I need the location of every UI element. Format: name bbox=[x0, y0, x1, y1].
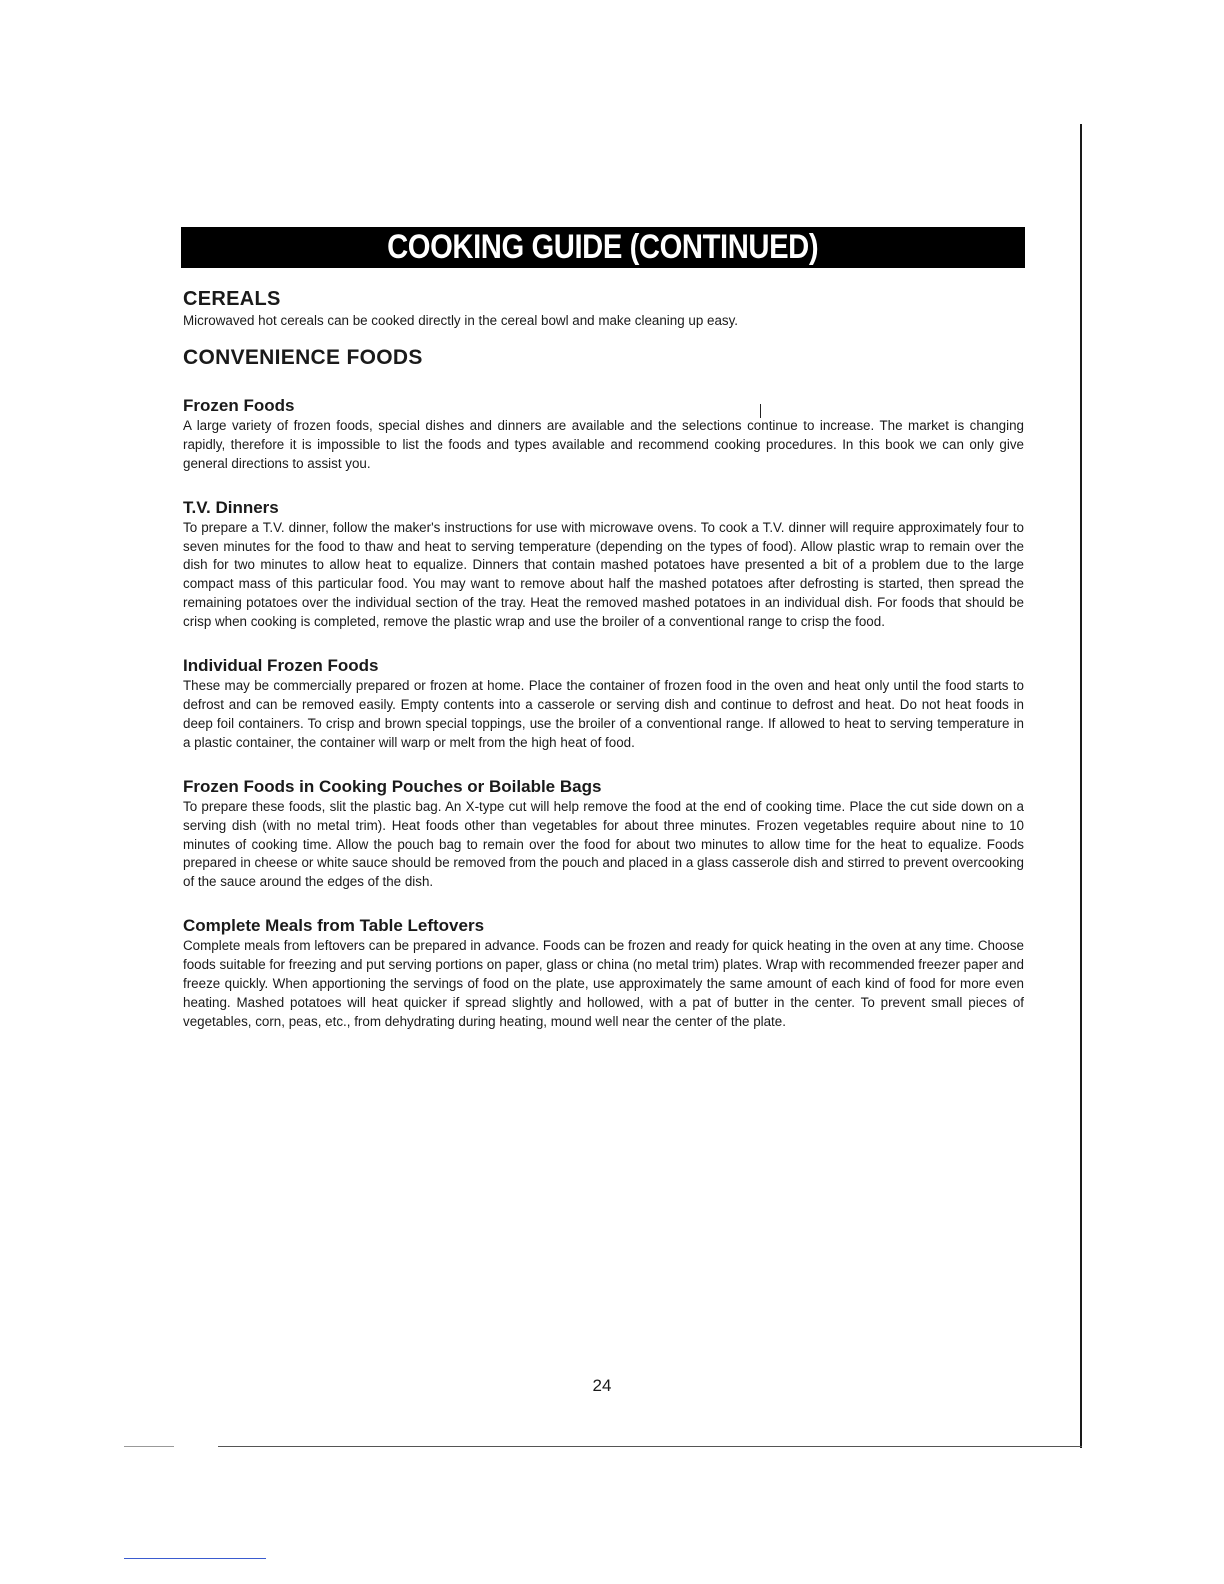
page-title-banner bbox=[181, 227, 1025, 268]
frozen-foods-paragraph: A large variety of frozen foods, special dishes and dinners are available and the selections continue to increase. The market is changing rapidly, therefore it is impossible to list the foods and types available and recommend cooking procedures. In this book we can only give general directions to assist you. bbox=[183, 417, 1024, 471]
subheading-table-leftovers: Complete Meals from Table Leftovers bbox=[183, 916, 485, 936]
subheading-cooking-pouches: Frozen Foods in Cooking Pouches or Boilable Bags bbox=[183, 776, 602, 796]
page-border-dash bbox=[124, 1446, 174, 1447]
page-content bbox=[183, 286, 1024, 1032]
section-heading-convenience-foods: CONVENIENCE FOODS bbox=[183, 345, 423, 369]
page-number: 24 bbox=[592, 1376, 612, 1395]
cereals-paragraph: Microwaved hot cereals can be cooked directly in the cereal bowl and make cleaning up easy. bbox=[183, 313, 739, 328]
page-title: COOKING GUIDE (CONTINUED) bbox=[387, 228, 819, 266]
table-leftovers-paragraph: Complete meals from leftovers can be prepared in advance. Foods can be frozen and ready for quick heating in the oven at any time. Choose foods suitable for freezing and put serving portions on paper, glass or china (no metal trim) plates. Wrap with recommended freezer paper and freeze quickly. When apportioning the servings of food on the plate, use approximately the same amount of each kind of food for more even heating. Mashed potatoes will heat quicker if spread slightly and hollowed, with a pat of butter in the center. To prevent small pieces of vegetables, corn, peas, etc., from dehydrating during heating, mound well near the center of the plate. bbox=[183, 938, 1024, 1029]
subheading-individual-frozen-foods: Individual Frozen Foods bbox=[183, 656, 379, 676]
cooking-pouches-paragraph: To prepare these foods, slit the plastic bag. An X-type cut will help remove the food at the end of cooking time. Place the cut side down on a serving dish (with no metal trim). Heat foods other than vegetables for about three minutes. Frozen vegetables require about nine to 10 minutes of cooking time. Allow the pouch bag to remain over the food for about two minutes to allow time for the heat to equalize. Foods prepared in cheese or white sauce should be removed from the pouch and placed in a glass casserole dish and stirred to prevent overcooking of the sauce around the edges of the dish. bbox=[183, 798, 1024, 890]
subheading-frozen-foods: Frozen Foods bbox=[183, 395, 295, 415]
bottom-link-underline bbox=[124, 1558, 266, 1559]
page-border-right bbox=[1080, 124, 1082, 1448]
tv-dinners-paragraph: To prepare a T.V. dinner, follow the maker's instructions for use with microwave ovens. To cook a T.V. dinner will require approximately four to seven minutes for the food to thaw and heat to serving temperature (depending on the types of food). Allow plastic wrap to remain over the dish for two minutes to allow heat to equalize. Dinners that contain mashed potatoes have presented a bit of a problem due to the large compact mass of this particular food. You may want to remove about half the mashed potatoes after defrosting is started, then spread the remaining potatoes over the individual section of the tray. Heat the removed mashed potatoes in an individual dish. For foods that should be crisp when cooking is completed, remove the plastic wrap and use the broiler of a conventional range to crisp the food. bbox=[183, 519, 1024, 630]
section-heading-cereals: CEREALS bbox=[183, 288, 281, 310]
subheading-tv-dinners: T.V. Dinners bbox=[183, 497, 279, 517]
individual-frozen-foods-paragraph: These may be commercially prepared or frozen at home. Place the container of frozen food in the oven and heat only until the food starts to defrost and can be removed easily. Empty contents into a casserole or serving dish and continue to defrost and heat. Do not heat foods in deep foil containers. To crisp and brown special toppings, use the broiler of a conventional range. If allowed to heat to serving temperature in a plastic container, the container will warp or melt from the high heat of food. bbox=[183, 678, 1024, 750]
page-border-bottom bbox=[218, 1446, 1082, 1447]
